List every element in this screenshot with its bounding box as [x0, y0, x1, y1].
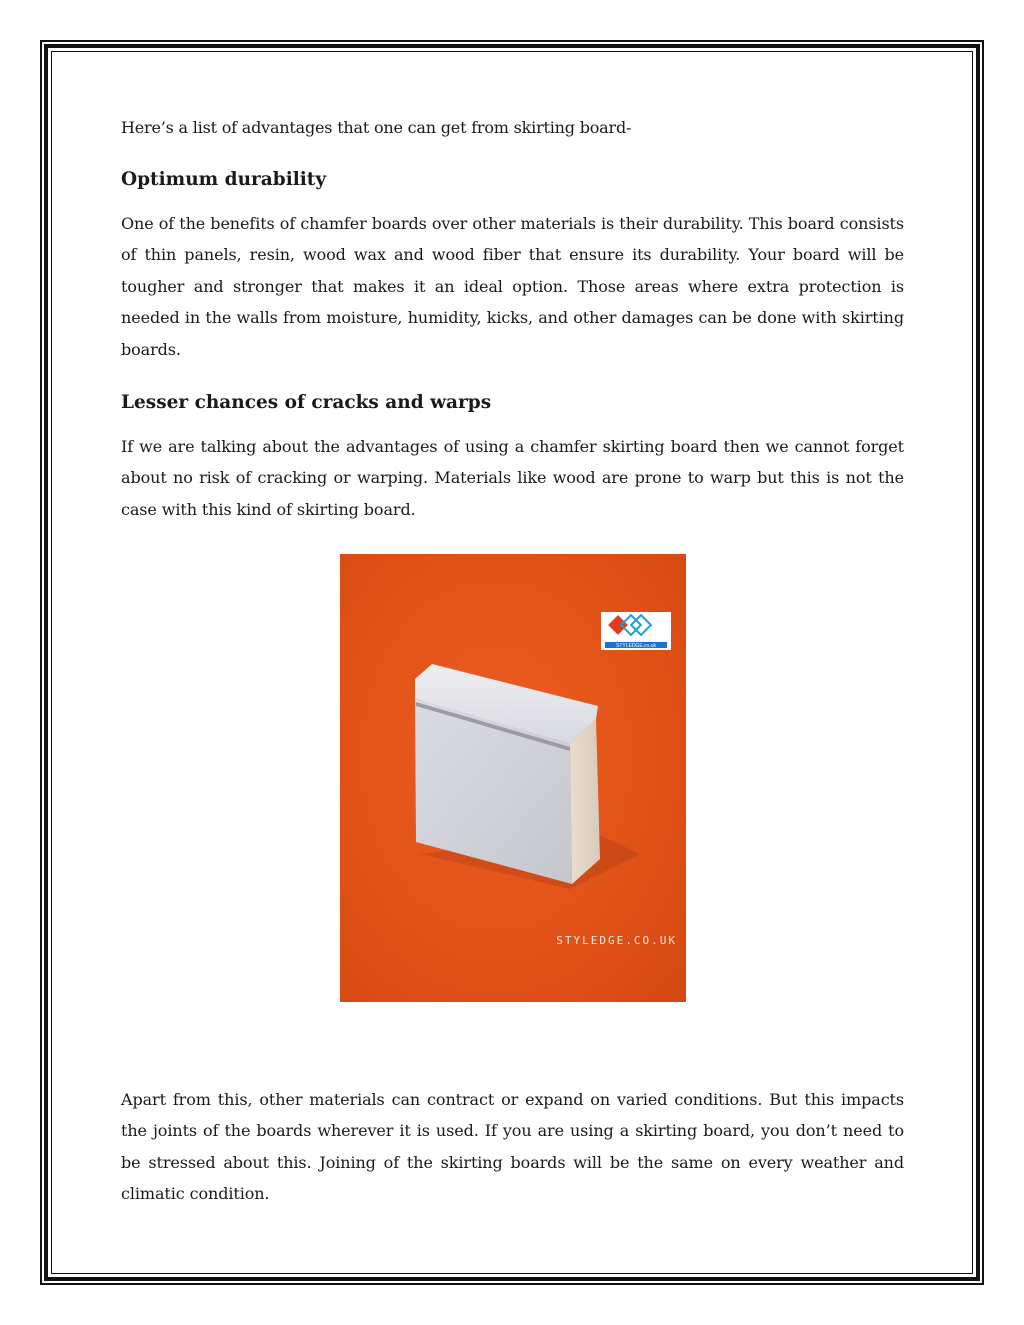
skirting-board-image	[340, 554, 686, 1002]
board-end-grain	[570, 719, 600, 884]
logo-text: STYLEDGE.co.uk	[615, 643, 657, 649]
document-body	[121, 112, 904, 525]
paragraph-cracks-warps: If we are talking about the advantages of using a chamfer skirting board then we cannot forget about no risk of cracking or warping. Materials like wood are prone to warp but this is not the case with this kind of skirting board.	[121, 437, 904, 519]
intro-paragraph: Here’s a list of advantages that one can get from skirting board-	[121, 118, 632, 137]
heading-cracks-warps: Lesser chances of cracks and warps	[121, 392, 492, 414]
heading-optimum-durability: Optimum durability	[121, 169, 327, 190]
watermark-text: STYLEDGE.CO.UK	[556, 934, 677, 947]
closing-paragraph: Apart from this, other materials can contract or expand on varied conditions. But this impacts the joints of the boards wherever it is used. If you are using a skirting board, you don’t need to be stressed about this. Joining of the skirting boards will be the same on every weather and climatic condition.	[121, 1090, 904, 1204]
styledge-logo	[601, 612, 671, 650]
paragraph-durability: One of the benefits of chamfer boards over other materials is their durability. This board consists of thin panels, resin, wood wax and wood fiber that ensure its durability. Your board will be tougher and stronger that makes it an ideal option. Those areas where extra protection is needed in the walls from moisture, humidity, kicks, and other damages can be done with skirting boards.	[121, 214, 904, 359]
